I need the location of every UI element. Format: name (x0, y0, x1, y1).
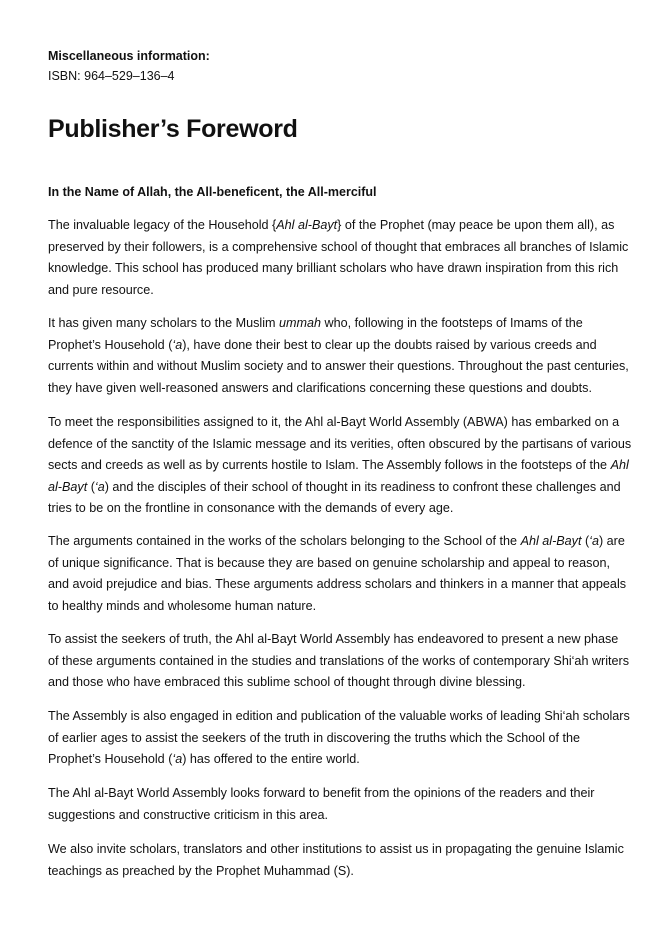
italic-term: ummah (278, 316, 321, 330)
paragraph-line: they have given well-reasoned answers and clarifications concerning these questions and doubts. (48, 380, 592, 395)
paragraph-line: to healthy minds and wholesome human nature. (48, 598, 317, 613)
paragraph-legacy (48, 215, 629, 301)
italic-term: Ahl al-Bayt (520, 534, 582, 548)
paragraph-line: The arguments contained in the works of the scholars belonging to the School of the Ahl al-Bayt (‘a) are (48, 534, 625, 548)
paragraph-line: of unique significance. That is because they are based on genuine scholarship and appeal to reason, (48, 555, 610, 570)
paragraph-line: and pure resource. (48, 282, 154, 297)
paragraph-line: knowledge. This school has produced many brilliant scholars who have drawn inspiration from this rich (48, 261, 619, 275)
bismillah-heading: In the Name of Allah, the All-beneficent, the All-merciful (48, 185, 377, 199)
paragraph-abwa-mission (48, 412, 632, 520)
paragraph-line: suggestions and constructive criticism in this area. (48, 807, 328, 822)
paragraph-line: Prophet’s Household (‘a) has offered to the entire world. (48, 752, 360, 766)
paragraph-line: sects and creeds as well as by currents hostile to Islam. The Assembly follows in the footsteps of the Ahl (48, 458, 629, 472)
italic-term: ‘a (94, 479, 105, 494)
italic-term: al-Bayt (48, 479, 88, 494)
paragraph-line: of earlier ages to assist the seekers of the truth in discovering the truths which the School of the (48, 730, 581, 745)
paragraph-scholars (48, 313, 629, 399)
italic-term: Ahl (610, 458, 629, 472)
paragraph-line: teachings as preached by the Prophet Muhammad (S). (48, 863, 354, 878)
paragraph-line: Prophet’s Household (‘a), have done their best to clear up the doubts raised by various creeds and (48, 337, 597, 352)
paragraph-invitation (48, 839, 624, 882)
paragraph-line: It has given many scholars to the Muslim ummah who, following in the footsteps of Imams of the (48, 316, 583, 330)
paragraph-line: tries to be on the frontline in consonance with the demands of every age. (48, 501, 454, 515)
paragraph-line: We also invite scholars, translators and other institutions to assist us in propagating the genuine Islamic (48, 842, 624, 856)
italic-term: Ahl al-Bayt (276, 218, 338, 232)
paragraph-line: of these arguments contained in the studies and translations of the works of contemporary Shi‘ah writers (48, 653, 630, 668)
paragraph-feedback (48, 783, 620, 826)
paragraph-line: currents within and without Muslim society and to answer their questions. Throughout the past centuries, (48, 359, 629, 373)
italic-term: ‘a (172, 337, 183, 352)
paragraph-line: To assist the seekers of truth, the Ahl al-Bayt World Assembly has endeavored to present a new phase (48, 632, 619, 646)
paragraph-publication (48, 706, 630, 771)
italic-term: ‘a (172, 752, 183, 766)
paragraph-line: defence of the sanctity of the Islamic message and its verities, often obscured by the partisans of various (48, 436, 632, 451)
paragraph-line: preserved by their followers, is a comprehensive school of thought that embraces all branches of Islamic (48, 239, 629, 254)
paragraph-line: al-Bayt (‘a) and the disciples of their school of thought in its readiness to confront these challenges and (48, 479, 621, 494)
misc-info-label: Miscellaneous information: (48, 49, 210, 63)
paragraph-line: To meet the responsibilities assigned to it, the Ahl al-Bayt World Assembly (ABWA) has embarked on a (48, 415, 620, 429)
page-title: Publisher’s Foreword (48, 115, 298, 143)
paragraph-arguments (48, 531, 627, 617)
italic-term: ‘a (589, 534, 599, 548)
paragraph-line: and avoid prejudice and bias. These arguments address scholars and thinkers in a manner that appeals (48, 577, 627, 591)
paragraph-line: The invaluable legacy of the Household {Ahl al-Bayt} of the Prophet (may peace be upon them all), as (48, 218, 615, 232)
paragraph-seekers-of-truth (48, 629, 630, 694)
paragraph-line: The Ahl al-Bayt World Assembly looks forward to benefit from the opinions of the readers and their (48, 786, 595, 800)
isbn-text: ISBN: 964–529–136–4 (48, 69, 175, 83)
paragraph-line: and those who have embraced this sublime school of thought through divine blessing. (48, 675, 526, 689)
paragraph-line: The Assembly is also engaged in edition and publication of the valuable works of leading Shi‘ah scholars (48, 709, 630, 723)
